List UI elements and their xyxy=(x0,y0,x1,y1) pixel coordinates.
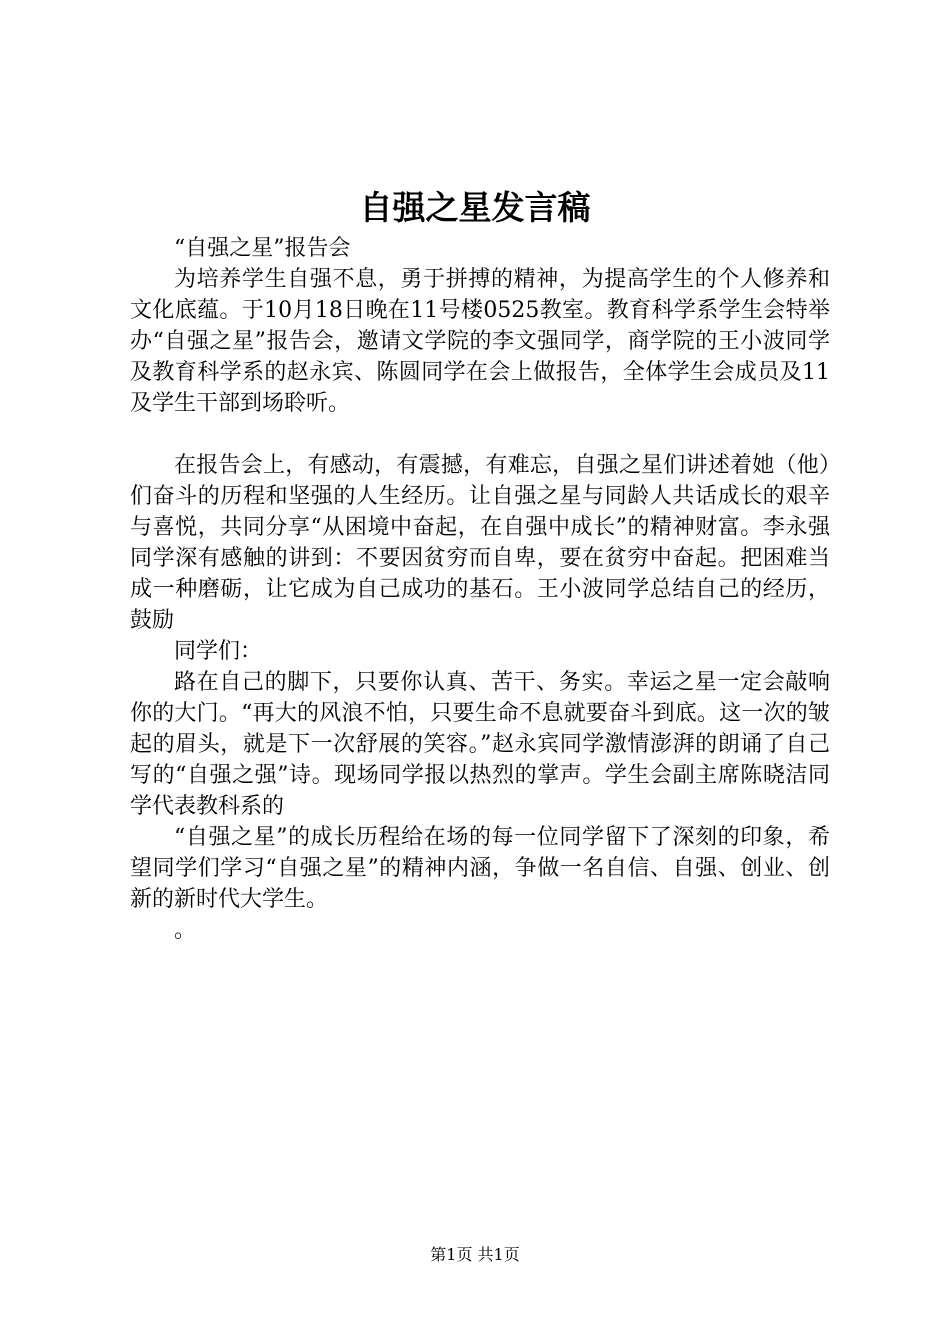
paragraph-spacer xyxy=(130,419,830,450)
document-body xyxy=(130,233,830,946)
paragraph-subtitle: “自强之星”报告会 xyxy=(174,236,351,261)
paragraph-end-mark: 。 xyxy=(174,918,197,943)
paragraph-speech: 路在自己的脚下，只要你认真、苦干、务实。幸运之星一定会敲响你的大门。“再大的风浪不怕，只要生命不息就要奋斗到底。这一次的皱起的眉头，就是下一次舒展的笑容。”赵永宾同学激情澎湃的朗诵了自己写的“自强之强”诗。现场同学报以热烈的掌声。学生会副主席陈晓洁同学代表教科系的 xyxy=(130,670,830,819)
paragraph-conclusion: “自强之星”的成长历程给在场的每一位同学留下了深刻的印象，希望同学们学习“自强之星”的精神内涵，争做一名自信、自强、创业、创新的新时代大学生。 xyxy=(130,825,830,912)
page-title: 自强之星发言稿 xyxy=(359,188,591,227)
paragraph-report: 在报告会上，有感动，有震撼，有难忘，自强之星们讲述着她（他）们奋斗的历程和坚强的人生经历。让自强之星与同龄人共话成长的艰辛与喜悦，共同分享“从困境中奋起，在自强中成长”的精神财富。李永强同学深有感触的讲到：不要因贫穷而自卑，要在贫穷中奋起。把困难当成一种磨砺，让它成为自己成功的基石。王小波同学总结自己的经历，鼓励 xyxy=(130,453,830,633)
paragraph-greeting: 同学们： xyxy=(174,639,263,664)
paragraph-intro: 为培养学生自强不息，勇于拼搏的精神，为提高学生的个人修养和文化底蕴。于10月18日晚在11号楼0525教室。教育科学系学生会特举办“自强之星”报告会，邀请文学院的李文强同学，商学院的王小波同学及教育科学系的赵永宾、陈圆同学在会上做报告，全体学生会成员及11及学生干部到场聆听。 xyxy=(130,267,830,416)
page-footer: 第1页 共1页 xyxy=(430,1245,520,1264)
